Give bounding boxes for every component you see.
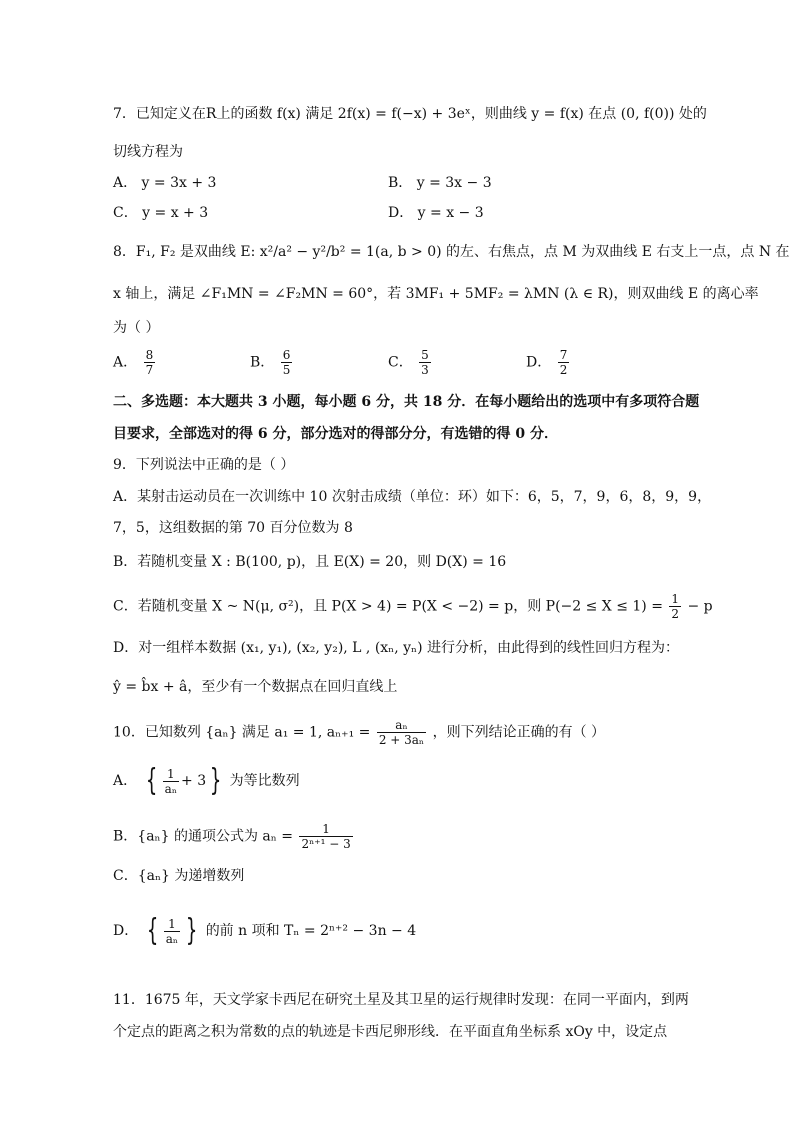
q8-option-d-den: 2: [559, 363, 568, 377]
q8-option-b-label: B．: [250, 354, 275, 371]
q10-option-b-fraction: [299, 822, 352, 851]
q9-option-c-den: 2: [671, 607, 680, 621]
q10-stem-pre: 10．已知数列 {aₙ} 满足 a₁ = 1, aₙ₊₁ =: [113, 724, 371, 741]
right-brace-icon: }: [209, 763, 222, 798]
q10-option-b: [113, 822, 355, 851]
q7-stem-line2: 切线方程为: [113, 144, 183, 160]
section2-heading-line1: 二、多选题：本大题共 3 小题，每小题 6 分，共 18 分．在每小题给出的选项中有多项符合题: [113, 394, 700, 410]
q10-option-a-label: A．: [113, 773, 138, 789]
q8-option-c: [388, 348, 433, 377]
q10-option-a-den: aₙ: [164, 781, 178, 796]
q8-option-c-den: 3: [421, 363, 429, 377]
q8-option-a-den: 7: [145, 363, 154, 377]
q10-stem-num: aₙ: [377, 718, 426, 733]
q9-stem: 9．下列说法中正确的是（ ）: [113, 457, 295, 473]
q9-option-a-line2: 7，5，这组数据的第 70 百分位数为 8: [113, 520, 353, 536]
q10-option-b-den: 2ⁿ⁺¹ − 3: [301, 837, 351, 851]
q10-option-d-den: aₙ: [165, 931, 179, 946]
q8-option-a-label: A．: [113, 354, 138, 371]
q10-option-b-pre: B．{aₙ} 的通项公式为 aₙ =: [113, 828, 293, 845]
q7-option-c: C． y = x + 3: [113, 205, 209, 221]
q8-option-c-label: C．: [388, 354, 413, 371]
q10-stem-post: ，则下列结论正确的有（ ）: [432, 724, 606, 741]
q8-option-c-fraction: [419, 348, 431, 377]
q10-option-a-plus: + 3: [181, 773, 207, 789]
q8-option-b-den: 5: [282, 363, 291, 377]
q10-option-d-fraction: [164, 917, 180, 946]
q10-option-d-label: D．: [113, 923, 139, 939]
q10-option-c: C．{aₙ} 为递增数列: [113, 868, 245, 884]
q9-option-d-line2: ŷ = b̂x + â，至少有一个数据点在回归直线上: [113, 679, 398, 695]
q8-option-c-num: 5: [421, 348, 429, 362]
q8-option-d: [526, 348, 571, 377]
q10-stem: [113, 718, 605, 747]
q10-option-d-num: 1: [164, 917, 180, 932]
q8-option-d-fraction: [558, 348, 570, 377]
q7-option-d: D． y = x − 3: [388, 205, 484, 221]
right-brace-icon: }: [185, 913, 198, 948]
q8-option-a-fraction: [144, 348, 156, 377]
q7-option-b: B． y = 3x − 3: [388, 175, 492, 191]
q9-option-a-line1: A．某射击运动员在一次训练中 10 次射击成绩（单位：环）如下：6，5，7，9，6，8，9，9，: [113, 489, 712, 505]
q10-stem-den: 2 + 3aₙ: [378, 733, 425, 747]
q9-option-c: [113, 592, 713, 621]
left-brace-icon: {: [145, 763, 157, 798]
q9-option-c-post: − p: [687, 598, 713, 615]
q10-option-a-num: 1: [163, 767, 179, 782]
q8-stem-line1: 8．F₁, F₂ 是双曲线 E: x²/a² − y²/b² = 1(a, b > 0) 的左、右焦点，点 M 为双曲线 E 右支上一点，点 N 在: [113, 244, 790, 260]
q9-option-b: B．若随机变量 X : B(100, p)，且 E(X) = 20，则 D(X) = 16: [113, 554, 507, 570]
q8-option-b-num: 6: [282, 348, 291, 362]
q11-stem-line2: 个定点的距离之积为常数的点的轨迹是卡西尼卵形线．在平面直角坐标系 xOy 中，设定点: [113, 1024, 668, 1040]
q10-option-d-post: 的前 n 项和 Tₙ = 2ⁿ⁺² − 3n − 4: [205, 923, 417, 939]
q9-option-c-fraction: [669, 592, 681, 621]
left-brace-icon: {: [146, 913, 158, 948]
q9-option-c-pre: C．若随机变量 X ~ N(μ, σ²)，且 P(X > 4) = P(X < −2) = p，则 P(−2 ≤ X ≤ 1) =: [113, 598, 663, 615]
q11-stem-line1: 11．1675 年，天文学家卡西尼在研究土星及其卫星的运行规律时发现：在同一平面内，到两: [113, 992, 689, 1008]
q8-option-a-num: 8: [145, 348, 154, 362]
q10-option-a: [113, 763, 300, 798]
q8-stem-line2: x 轴上，满足 ∠F₁MN = ∠F₂MN = 60°，若 3MF₁ + 5MF₂ = λMN (λ ∈ R)，则双曲线 E 的离心率: [113, 286, 759, 302]
q10-stem-fraction: [377, 718, 426, 747]
q8-option-b-fraction: [281, 348, 293, 377]
q9-option-c-num: 1: [671, 592, 680, 606]
section2-heading-line2: 目要求，全部选对的得 6 分，部分选对的得部分分，有选错的得 0 分．: [113, 426, 558, 442]
q10-option-d: [113, 913, 417, 948]
q7-option-a: A． y = 3x + 3: [113, 175, 217, 191]
q8-option-d-num: 7: [559, 348, 568, 362]
q10-option-a-post: 为等比数列: [229, 773, 300, 789]
q8-option-d-label: D．: [526, 354, 552, 371]
q9-option-d-line1: D．对一组样本数据 (x₁, y₁), (x₂, y₂), L , (xₙ, yₙ) 进行分析，由此得到的线性回归方程为：: [113, 640, 680, 656]
q10-option-a-fraction: [163, 767, 179, 796]
q8-stem-line3: 为（ ）: [113, 320, 160, 336]
q8-option-b: [250, 348, 294, 377]
q7-stem-line1: 7．已知定义在R上的函数 f(x) 满足 2f(x) = f(−x) + 3eˣ，则曲线 y = f(x) 在点 (0, f(0)) 处的: [113, 106, 707, 122]
q8-option-a: [113, 348, 157, 377]
q10-option-b-num: 1: [299, 822, 352, 837]
